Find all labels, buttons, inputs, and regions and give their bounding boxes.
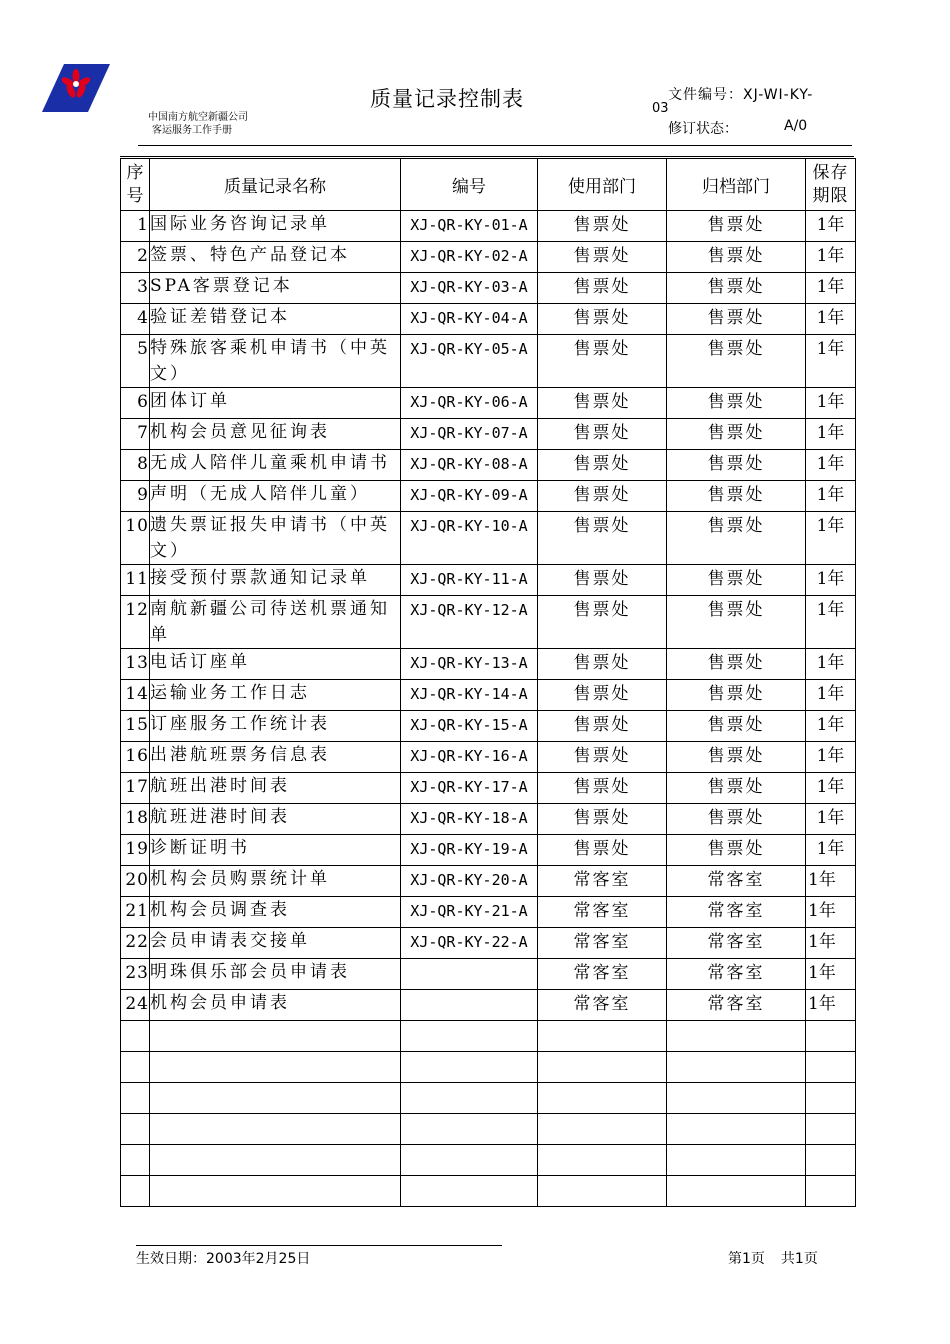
retention-period: 1年 <box>806 649 856 680</box>
using-dept: 常客室 <box>538 990 667 1021</box>
record-name: 声明（无成人陪伴儿童） <box>150 481 401 512</box>
archive-dept: 售票处 <box>667 565 806 596</box>
record-name: 南航新疆公司待送机票通知单 <box>150 596 401 649</box>
record-code: XJ-QR-KY-07-A <box>401 419 538 450</box>
table-row <box>121 773 856 804</box>
footer-rule <box>136 1245 502 1246</box>
record-name: 签票、特色产品登记本 <box>150 242 401 273</box>
using-dept: 售票处 <box>538 649 667 680</box>
empty-cell <box>538 1083 667 1114</box>
archive-dept: 常客室 <box>667 897 806 928</box>
record-name: 团体订单 <box>150 388 401 419</box>
record-name: SPA客票登记本 <box>150 273 401 304</box>
row-number: 2 <box>121 242 150 273</box>
record-code: XJ-QR-KY-03-A <box>401 273 538 304</box>
row-number: 5 <box>121 335 150 388</box>
record-code: XJ-QR-KY-04-A <box>401 304 538 335</box>
doc-number-label: 文件编号： <box>668 87 743 103</box>
using-dept: 售票处 <box>538 242 667 273</box>
empty-cell <box>667 1114 806 1145</box>
document-title: 质量记录控制表 <box>370 87 524 111</box>
header-no: 序号 <box>121 159 150 211</box>
table-row <box>121 512 856 565</box>
row-number: 10 <box>121 512 150 565</box>
empty-cell <box>667 1052 806 1083</box>
china-southern-logo-icon <box>42 64 110 112</box>
archive-dept: 售票处 <box>667 419 806 450</box>
retention-period: 1年 <box>806 742 856 773</box>
table-row <box>121 835 856 866</box>
archive-dept: 售票处 <box>667 273 806 304</box>
retention-period: 1年 <box>806 928 856 959</box>
archive-dept: 售票处 <box>667 711 806 742</box>
record-name: 电话订座单 <box>150 649 401 680</box>
company-block <box>148 111 248 137</box>
table-row <box>121 388 856 419</box>
record-name: 验证差错登记本 <box>150 304 401 335</box>
row-number: 14 <box>121 680 150 711</box>
record-code <box>401 990 538 1021</box>
row-number: 23 <box>121 959 150 990</box>
using-dept: 售票处 <box>538 388 667 419</box>
record-code: XJ-QR-KY-12-A <box>401 596 538 649</box>
record-code: XJ-QR-KY-14-A <box>401 680 538 711</box>
empty-cell <box>538 1176 667 1207</box>
record-code: XJ-QR-KY-15-A <box>401 711 538 742</box>
archive-dept: 售票处 <box>667 649 806 680</box>
table-row <box>121 928 856 959</box>
empty-cell <box>806 1021 856 1052</box>
archive-dept: 售票处 <box>667 211 806 242</box>
record-code: XJ-QR-KY-20-A <box>401 866 538 897</box>
quality-records-table <box>120 158 856 1207</box>
table-row <box>121 649 856 680</box>
table-row <box>121 304 856 335</box>
retention-period: 1年 <box>806 866 856 897</box>
archive-dept: 售票处 <box>667 304 806 335</box>
retention-period: 1年 <box>806 481 856 512</box>
retention-period: 1年 <box>806 211 856 242</box>
empty-cell <box>806 1114 856 1145</box>
header-rule-table <box>120 156 854 157</box>
revision-label: 修订状态： <box>668 121 738 137</box>
row-number: 11 <box>121 565 150 596</box>
using-dept: 售票处 <box>538 711 667 742</box>
record-code: XJ-QR-KY-05-A <box>401 335 538 388</box>
using-dept: 售票处 <box>538 450 667 481</box>
empty-cell <box>667 1176 806 1207</box>
archive-dept: 售票处 <box>667 512 806 565</box>
empty-cell <box>667 1145 806 1176</box>
table-row <box>121 273 856 304</box>
retention-period: 1年 <box>806 711 856 742</box>
record-code: XJ-QR-KY-17-A <box>401 773 538 804</box>
row-number: 16 <box>121 742 150 773</box>
using-dept: 售票处 <box>538 773 667 804</box>
table-row <box>121 959 856 990</box>
page-total: 共1页 <box>780 1251 818 1267</box>
record-code: XJ-QR-KY-09-A <box>401 481 538 512</box>
empty-cell <box>150 1114 401 1145</box>
effective-date: 生效日期：2003年2月25日 <box>136 1251 311 1267</box>
retention-period: 1年 <box>806 304 856 335</box>
empty-cell <box>401 1145 538 1176</box>
empty-cell <box>538 1145 667 1176</box>
empty-cell <box>401 1114 538 1145</box>
row-number: 20 <box>121 866 150 897</box>
record-code: XJ-QR-KY-02-A <box>401 242 538 273</box>
archive-dept: 常客室 <box>667 990 806 1021</box>
row-number: 6 <box>121 388 150 419</box>
row-number: 18 <box>121 804 150 835</box>
record-name: 运输业务工作日志 <box>150 680 401 711</box>
retention-period: 1年 <box>806 388 856 419</box>
using-dept: 售票处 <box>538 481 667 512</box>
doc-number-wrap: 03 <box>652 101 669 116</box>
header-dept: 使用部门 <box>538 159 667 211</box>
empty-cell <box>121 1114 150 1145</box>
record-name: 机构会员购票统计单 <box>150 866 401 897</box>
archive-dept: 售票处 <box>667 835 806 866</box>
using-dept: 售票处 <box>538 742 667 773</box>
record-name: 航班进港时间表 <box>150 804 401 835</box>
record-name: 机构会员申请表 <box>150 990 401 1021</box>
empty-cell <box>538 1021 667 1052</box>
using-dept: 售票处 <box>538 565 667 596</box>
using-dept: 售票处 <box>538 335 667 388</box>
retention-period: 1年 <box>806 773 856 804</box>
using-dept: 常客室 <box>538 897 667 928</box>
empty-cell <box>538 1114 667 1145</box>
record-code: XJ-QR-KY-13-A <box>401 649 538 680</box>
empty-cell <box>150 1176 401 1207</box>
company-name: 中国南方航空新疆公司 <box>148 112 248 123</box>
table-row <box>121 596 856 649</box>
retention-period: 1年 <box>806 273 856 304</box>
using-dept: 售票处 <box>538 596 667 649</box>
using-dept: 售票处 <box>538 680 667 711</box>
row-number: 17 <box>121 773 150 804</box>
archive-dept: 售票处 <box>667 450 806 481</box>
record-name: 航班出港时间表 <box>150 773 401 804</box>
record-name: 机构会员调查表 <box>150 897 401 928</box>
empty-cell <box>121 1052 150 1083</box>
revision-value: A/0 <box>784 118 808 134</box>
archive-dept: 售票处 <box>667 335 806 388</box>
header-keep: 保存 期限 <box>806 159 856 211</box>
row-number: 9 <box>121 481 150 512</box>
empty-cell <box>538 1052 667 1083</box>
archive-dept: 常客室 <box>667 866 806 897</box>
using-dept: 售票处 <box>538 419 667 450</box>
retention-period: 1年 <box>806 804 856 835</box>
empty-cell <box>150 1145 401 1176</box>
retention-period: 1年 <box>806 990 856 1021</box>
empty-cell <box>806 1176 856 1207</box>
empty-table-row <box>121 1176 856 1207</box>
record-name: 明珠俱乐部会员申请表 <box>150 959 401 990</box>
archive-dept: 售票处 <box>667 596 806 649</box>
using-dept: 常客室 <box>538 928 667 959</box>
record-code: XJ-QR-KY-10-A <box>401 512 538 565</box>
archive-dept: 常客室 <box>667 928 806 959</box>
record-code: XJ-QR-KY-21-A <box>401 897 538 928</box>
empty-cell <box>121 1021 150 1052</box>
archive-dept: 售票处 <box>667 773 806 804</box>
header-code: 编号 <box>401 159 538 211</box>
table-row <box>121 419 856 450</box>
record-name: 出港航班票务信息表 <box>150 742 401 773</box>
record-name: 会员申请表交接单 <box>150 928 401 959</box>
using-dept: 售票处 <box>538 304 667 335</box>
empty-cell <box>401 1021 538 1052</box>
retention-period: 1年 <box>806 335 856 388</box>
revision-status <box>668 118 808 138</box>
retention-period: 1年 <box>806 419 856 450</box>
retention-period: 1年 <box>806 897 856 928</box>
empty-cell <box>150 1052 401 1083</box>
record-code: XJ-QR-KY-19-A <box>401 835 538 866</box>
record-name: 遗失票证报失申请书（中英文） <box>150 512 401 565</box>
record-code: XJ-QR-KY-22-A <box>401 928 538 959</box>
row-number: 7 <box>121 419 150 450</box>
header-rule-thin <box>138 145 852 146</box>
table-row <box>121 211 856 242</box>
record-code: XJ-QR-KY-18-A <box>401 804 538 835</box>
using-dept: 售票处 <box>538 273 667 304</box>
row-number: 22 <box>121 928 150 959</box>
empty-cell <box>150 1021 401 1052</box>
archive-dept: 常客室 <box>667 959 806 990</box>
row-number: 19 <box>121 835 150 866</box>
record-code: XJ-QR-KY-16-A <box>401 742 538 773</box>
row-number: 21 <box>121 897 150 928</box>
row-number: 8 <box>121 450 150 481</box>
table-row <box>121 450 856 481</box>
retention-period: 1年 <box>806 596 856 649</box>
table-row <box>121 680 856 711</box>
empty-cell <box>667 1083 806 1114</box>
retention-period: 1年 <box>806 835 856 866</box>
using-dept: 售票处 <box>538 835 667 866</box>
page-number: 第1页 <box>728 1251 765 1267</box>
table-row <box>121 742 856 773</box>
table-row <box>121 481 856 512</box>
empty-table-row <box>121 1145 856 1176</box>
table-row <box>121 897 856 928</box>
table-row <box>121 565 856 596</box>
doc-number-value: XJ-WI-KY- <box>743 87 814 103</box>
record-code: XJ-QR-KY-08-A <box>401 450 538 481</box>
table-row <box>121 804 856 835</box>
table-row <box>121 711 856 742</box>
row-number: 24 <box>121 990 150 1021</box>
retention-period: 1年 <box>806 959 856 990</box>
header-name: 质量记录名称 <box>150 159 401 211</box>
empty-cell <box>150 1083 401 1114</box>
header-archive: 归档部门 <box>667 159 806 211</box>
record-name: 诊断证明书 <box>150 835 401 866</box>
retention-period: 1年 <box>806 512 856 565</box>
record-code: XJ-QR-KY-06-A <box>401 388 538 419</box>
archive-dept: 售票处 <box>667 680 806 711</box>
using-dept: 售票处 <box>538 804 667 835</box>
archive-dept: 售票处 <box>667 481 806 512</box>
archive-dept: 售票处 <box>667 388 806 419</box>
retention-period: 1年 <box>806 242 856 273</box>
retention-period: 1年 <box>806 680 856 711</box>
empty-cell <box>667 1021 806 1052</box>
row-number: 12 <box>121 596 150 649</box>
archive-dept: 售票处 <box>667 804 806 835</box>
empty-table-row <box>121 1021 856 1052</box>
empty-table-row <box>121 1052 856 1083</box>
record-name: 接受预付票款通知记录单 <box>150 565 401 596</box>
table-row <box>121 990 856 1021</box>
record-name: 订座服务工作统计表 <box>150 711 401 742</box>
row-number: 13 <box>121 649 150 680</box>
empty-table-row <box>121 1114 856 1145</box>
archive-dept: 售票处 <box>667 742 806 773</box>
record-name: 特殊旅客乘机申请书（中英文） <box>150 335 401 388</box>
record-code: XJ-QR-KY-11-A <box>401 565 538 596</box>
record-code <box>401 959 538 990</box>
empty-cell <box>806 1052 856 1083</box>
empty-table-row <box>121 1083 856 1114</box>
using-dept: 售票处 <box>538 211 667 242</box>
row-number: 15 <box>121 711 150 742</box>
empty-cell <box>121 1083 150 1114</box>
empty-cell <box>401 1176 538 1207</box>
record-name: 国际业务咨询记录单 <box>150 211 401 242</box>
manual-name: 客运服务工作手册 <box>152 125 232 136</box>
table-row <box>121 866 856 897</box>
empty-cell <box>121 1145 150 1176</box>
empty-cell <box>401 1083 538 1114</box>
empty-cell <box>806 1145 856 1176</box>
empty-cell <box>121 1176 150 1207</box>
using-dept: 常客室 <box>538 866 667 897</box>
using-dept: 售票处 <box>538 512 667 565</box>
retention-period: 1年 <box>806 450 856 481</box>
retention-period: 1年 <box>806 565 856 596</box>
using-dept: 常客室 <box>538 959 667 990</box>
table-header-row <box>121 159 856 211</box>
archive-dept: 售票处 <box>667 242 806 273</box>
record-name: 无成人陪伴儿童乘机申请书 <box>150 450 401 481</box>
record-name: 机构会员意见征询表 <box>150 419 401 450</box>
doc-number <box>668 84 813 104</box>
row-number: 1 <box>121 211 150 242</box>
page-info <box>728 1248 818 1268</box>
table-row <box>121 335 856 388</box>
table-row <box>121 242 856 273</box>
row-number: 3 <box>121 273 150 304</box>
row-number: 4 <box>121 304 150 335</box>
empty-cell <box>401 1052 538 1083</box>
record-code: XJ-QR-KY-01-A <box>401 211 538 242</box>
empty-cell <box>806 1083 856 1114</box>
